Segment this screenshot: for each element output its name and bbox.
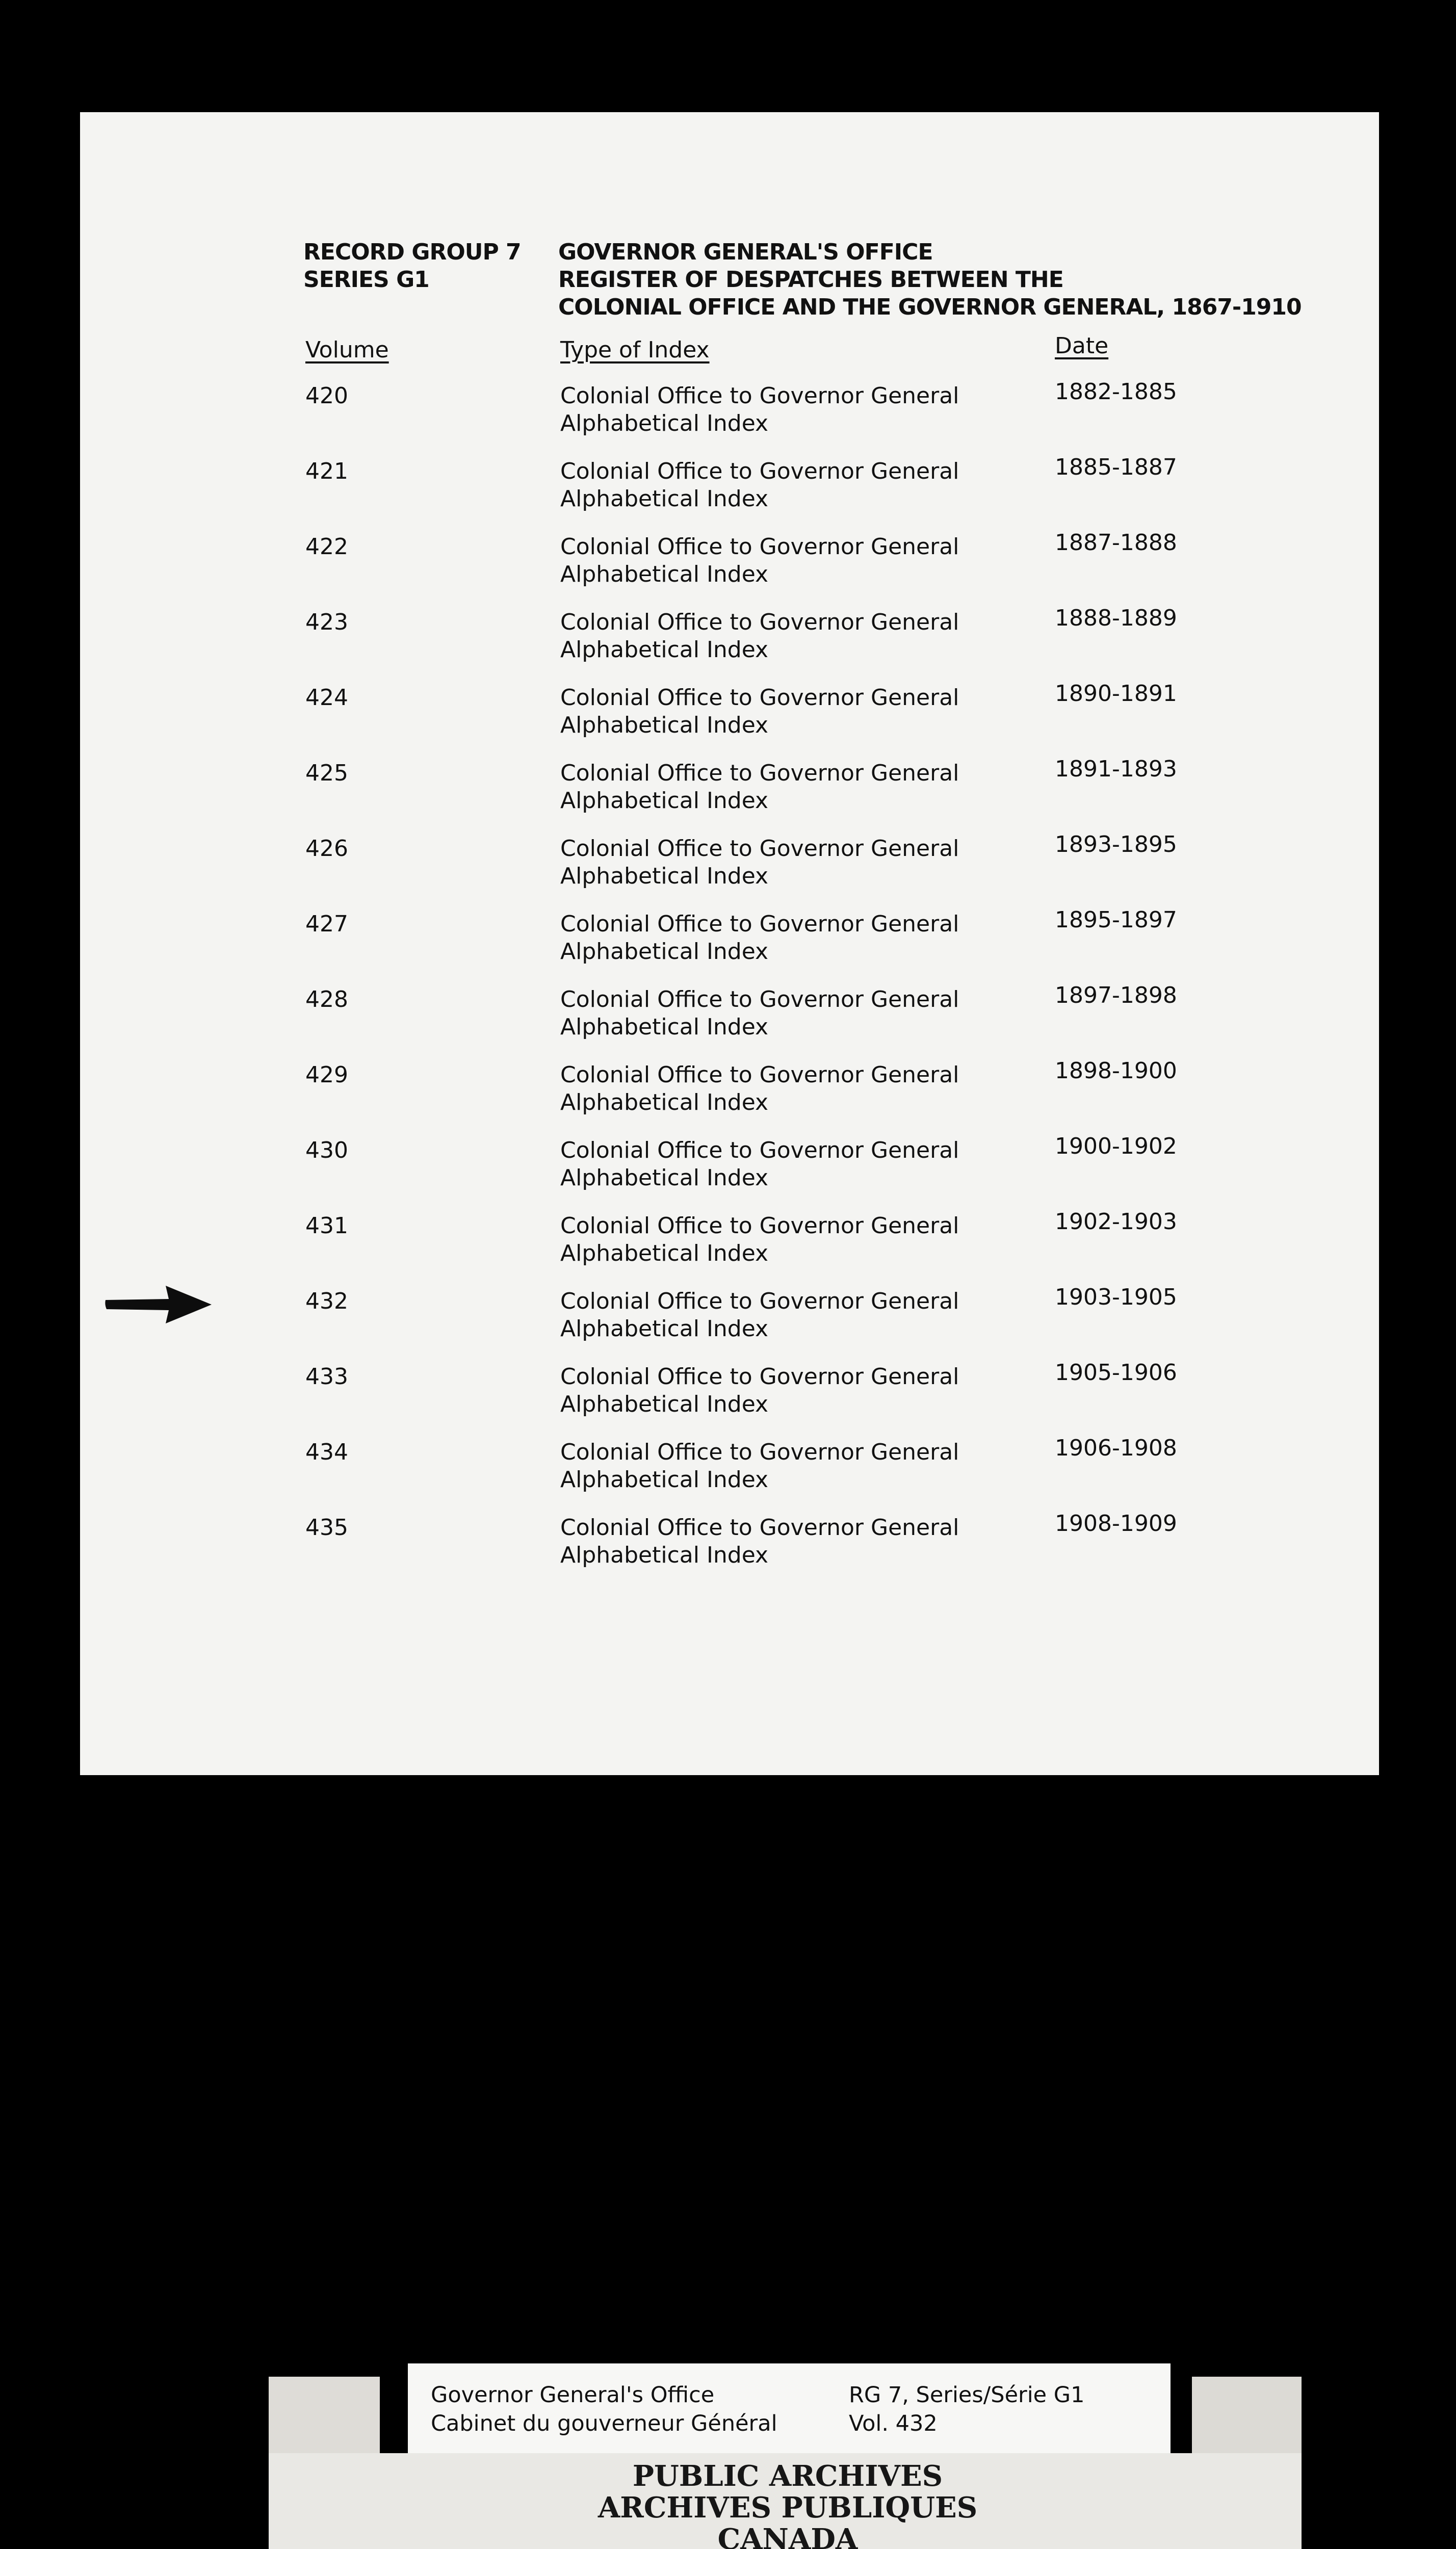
- type-cell: [560, 382, 959, 437]
- date-cell: 1882-1885: [1055, 379, 1177, 405]
- title-header: [558, 239, 1302, 321]
- volume-cell: 435: [305, 1515, 348, 1541]
- type-cell: [560, 1137, 959, 1192]
- date-cell: 1887-1888: [1055, 530, 1177, 556]
- type-line-1: Colonial Office to Governor General: [560, 911, 959, 937]
- volume-cell: 423: [305, 609, 348, 635]
- type-line-1: Colonial Office to Governor General: [560, 458, 959, 484]
- type-line-1: Colonial Office to Governor General: [560, 1439, 959, 1465]
- column-header-date: Date: [1055, 333, 1109, 359]
- volume-cell: 428: [305, 986, 348, 1012]
- type-line-2: Alphabetical Index: [560, 637, 769, 663]
- type-line-1: Colonial Office to Governor General: [560, 1137, 959, 1163]
- volume-cell: 433: [305, 1364, 348, 1390]
- volume-cell: 431: [305, 1213, 348, 1239]
- table-row: [80, 907, 1379, 986]
- date-cell: 1903-1905: [1055, 1284, 1177, 1310]
- type-line-2: Alphabetical Index: [560, 410, 769, 436]
- date-cell: 1905-1906: [1055, 1360, 1177, 1386]
- document-page: [80, 112, 1379, 1775]
- type-cell: [560, 609, 959, 664]
- type-line-2: Alphabetical Index: [560, 486, 769, 512]
- type-line-1: Colonial Office to Governor General: [560, 609, 959, 635]
- type-cell: [560, 684, 959, 739]
- public-archives-stamp: [459, 2460, 1116, 2549]
- type-cell: [560, 760, 959, 815]
- type-cell: [560, 911, 959, 966]
- date-cell: 1890-1891: [1055, 681, 1177, 707]
- type-line-1: Colonial Office to Governor General: [560, 534, 959, 560]
- volume-cell: 420: [305, 383, 348, 409]
- table-row: [80, 1435, 1379, 1514]
- column-header-volume: Volume: [305, 337, 389, 363]
- date-cell: 1898-1900: [1055, 1058, 1177, 1084]
- type-cell: [560, 1212, 959, 1267]
- office-title: GOVERNOR GENERAL'S OFFICE: [558, 239, 933, 265]
- type-cell: [560, 1514, 959, 1569]
- volume-cell: 421: [305, 458, 348, 484]
- type-line-2: Alphabetical Index: [560, 788, 769, 814]
- type-line-2: Alphabetical Index: [560, 712, 769, 738]
- date-cell: 1900-1902: [1055, 1133, 1177, 1159]
- label-office-en: Governor General's Office: [431, 2382, 715, 2408]
- table-row: [80, 1360, 1379, 1439]
- register-line-2: COLONIAL OFFICE AND THE GOVERNOR GENERAL, 1867-1910: [558, 294, 1302, 320]
- type-cell: [560, 1288, 959, 1343]
- type-line-1: Colonial Office to Governor General: [560, 1515, 959, 1541]
- type-line-2: Alphabetical Index: [560, 863, 769, 889]
- volume-cell: 426: [305, 836, 348, 862]
- table-row: [80, 756, 1379, 835]
- type-line-2: Alphabetical Index: [560, 1089, 769, 1115]
- type-line-1: Colonial Office to Governor General: [560, 986, 959, 1012]
- column-header-type: Type of Index: [560, 337, 710, 363]
- table-row: [80, 379, 1379, 458]
- record-group-header: [303, 239, 521, 294]
- type-line-2: Alphabetical Index: [560, 1316, 769, 1342]
- record-group: RECORD GROUP 7: [303, 239, 521, 265]
- table-row: [80, 982, 1379, 1061]
- table-row: [80, 1511, 1379, 1590]
- date-cell: 1885-1887: [1055, 454, 1177, 480]
- date-cell: 1908-1909: [1055, 1511, 1177, 1537]
- stamp-line-3: CANADA: [717, 2522, 858, 2549]
- date-cell: 1895-1897: [1055, 907, 1177, 933]
- label-series: RG 7, Series/Série G1: [849, 2382, 1085, 2408]
- date-cell: 1906-1908: [1055, 1435, 1177, 1461]
- type-line-1: Colonial Office to Governor General: [560, 1213, 959, 1239]
- index-table: [80, 379, 1379, 1590]
- volume-cell: 427: [305, 911, 348, 937]
- stamp-line-2: ARCHIVES PUBLIQUES: [597, 2491, 978, 2525]
- label-reference-block: [849, 2381, 1084, 2438]
- type-line-1: Colonial Office to Governor General: [560, 685, 959, 711]
- type-line-2: Alphabetical Index: [560, 1165, 769, 1191]
- type-line-2: Alphabetical Index: [560, 1542, 769, 1568]
- type-line-1: Colonial Office to Governor General: [560, 1288, 959, 1314]
- table-row: [80, 454, 1379, 533]
- type-cell: [560, 533, 959, 588]
- date-cell: 1888-1889: [1055, 605, 1177, 631]
- date-cell: 1893-1895: [1055, 831, 1177, 857]
- volume-cell: 425: [305, 760, 348, 786]
- label-office-block: [431, 2381, 777, 2438]
- volume-cell: 429: [305, 1062, 348, 1088]
- volume-cell: 434: [305, 1439, 348, 1465]
- register-line-1: REGISTER OF DESPATCHES BETWEEN THE: [558, 267, 1063, 293]
- label-office-fr: Cabinet du gouverneur Général: [431, 2411, 777, 2436]
- table-row-highlighted: [80, 1284, 1379, 1363]
- table-row: [80, 831, 1379, 911]
- table-row: [80, 1133, 1379, 1212]
- type-line-1: Colonial Office to Governor General: [560, 1062, 959, 1088]
- type-cell: [560, 458, 959, 513]
- arrow-right-icon: [103, 1285, 213, 1324]
- type-line-1: Colonial Office to Governor General: [560, 383, 959, 409]
- volume-cell: 432: [305, 1288, 348, 1314]
- table-row: [80, 1209, 1379, 1288]
- date-cell: 1897-1898: [1055, 982, 1177, 1008]
- type-line-2: Alphabetical Index: [560, 1391, 769, 1417]
- date-cell: 1902-1903: [1055, 1209, 1177, 1235]
- type-line-2: Alphabetical Index: [560, 561, 769, 587]
- type-line-1: Colonial Office to Governor General: [560, 1364, 959, 1390]
- table-row: [80, 530, 1379, 609]
- volume-cell: 430: [305, 1137, 348, 1163]
- series: SERIES G1: [303, 267, 429, 293]
- type-cell: [560, 835, 959, 890]
- volume-cell: 424: [305, 685, 348, 711]
- table-row: [80, 1058, 1379, 1137]
- type-cell: [560, 1363, 959, 1418]
- type-line-1: Colonial Office to Governor General: [560, 836, 959, 862]
- type-cell: [560, 986, 959, 1041]
- type-cell: [560, 1439, 959, 1494]
- stamp-line-1: PUBLIC ARCHIVES: [632, 2459, 943, 2493]
- type-line-2: Alphabetical Index: [560, 1240, 769, 1266]
- table-row: [80, 681, 1379, 760]
- type-line-1: Colonial Office to Governor General: [560, 760, 959, 786]
- type-cell: [560, 1061, 959, 1116]
- table-row: [80, 605, 1379, 684]
- volume-cell: 422: [305, 534, 348, 560]
- label-volume: Vol. 432: [849, 2411, 938, 2436]
- type-line-2: Alphabetical Index: [560, 939, 769, 965]
- type-line-2: Alphabetical Index: [560, 1014, 769, 1040]
- type-line-2: Alphabetical Index: [560, 1467, 769, 1493]
- date-cell: 1891-1893: [1055, 756, 1177, 782]
